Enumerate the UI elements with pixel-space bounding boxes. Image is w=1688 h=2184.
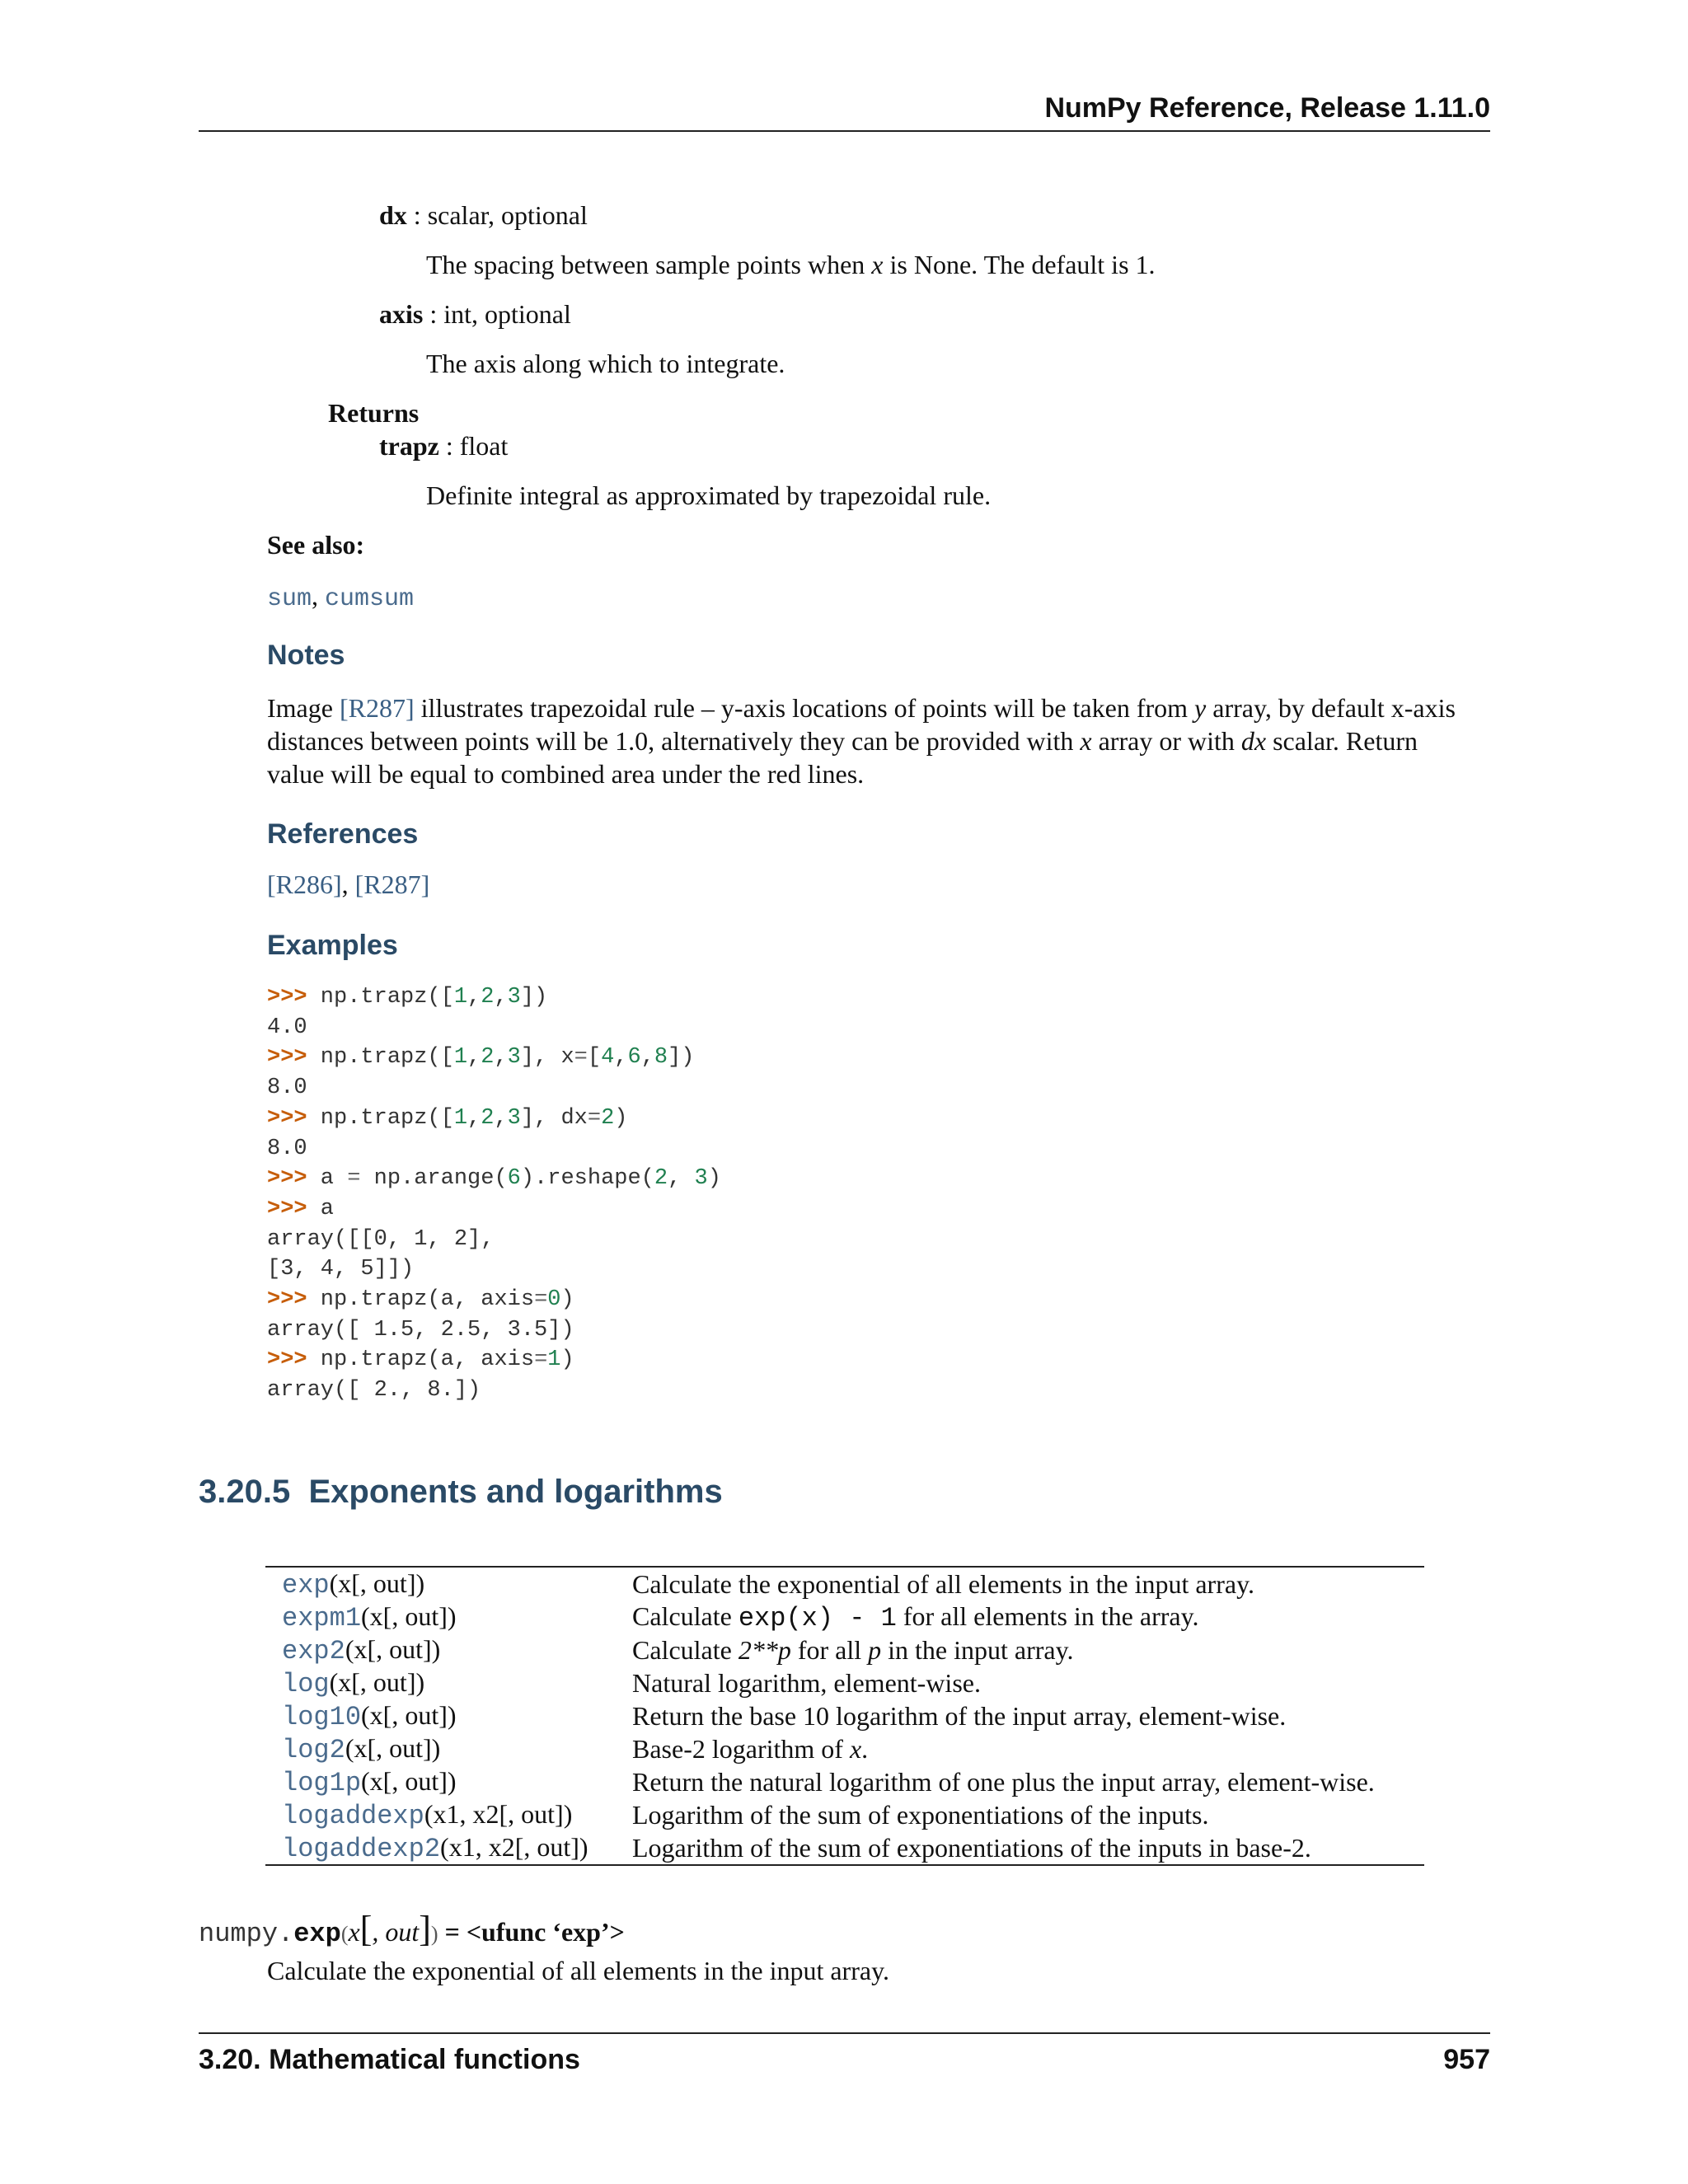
function-desc xyxy=(616,1732,1424,1765)
function-desc: Logarithm of the sum of exponentiations of the inputs in base-2. xyxy=(632,1832,1311,1863)
see-also-links xyxy=(267,581,414,613)
function-link-exp[interactable]: exp xyxy=(282,1569,330,1601)
reference-link-r287[interactable]: [R287] xyxy=(354,869,430,899)
desc-text: Calculate xyxy=(632,1634,738,1665)
signature-bracket: ] xyxy=(419,1909,431,1949)
footer-section: 3.20. Mathematical functions xyxy=(199,2044,580,2075)
desc-text: . xyxy=(861,1733,869,1764)
running-footer xyxy=(199,2032,1490,2076)
param-desc-var: x xyxy=(871,250,884,279)
desc-var: p xyxy=(868,1634,882,1665)
function-link-log[interactable]: log xyxy=(282,1668,330,1699)
code-line: array([ 1.5, 2.5, 3.5]) xyxy=(267,1317,574,1343)
table-row xyxy=(265,1798,1424,1831)
function-cell xyxy=(265,1666,616,1699)
table-row xyxy=(265,1633,1424,1666)
examples-heading: Examples xyxy=(267,930,398,961)
code-line: 8.0 xyxy=(267,1136,307,1161)
param-type: : scalar, optional xyxy=(406,200,588,230)
function-signature: (x[, out]) xyxy=(361,1699,457,1730)
param-dx xyxy=(379,200,588,231)
function-desc: Logarithm of the sum of exponentiations of the inputs. xyxy=(632,1799,1209,1830)
function-desc xyxy=(616,1601,1424,1633)
function-link-expm1[interactable]: expm1 xyxy=(282,1602,362,1633)
table-row xyxy=(265,1601,1424,1633)
param-type: : int, optional xyxy=(423,299,571,329)
function-signature: (x1, x2[, out]) xyxy=(440,1831,588,1862)
function-signature: (x[, out]) xyxy=(329,1568,425,1598)
code-line: >>> a = np.arange(6).reshape(2, 3) xyxy=(267,1166,721,1192)
function-cell xyxy=(265,1765,616,1798)
function-link-log2[interactable]: log2 xyxy=(282,1734,345,1765)
desc-text: for all elements in the array. xyxy=(896,1601,1199,1631)
section-heading xyxy=(199,1474,723,1511)
function-signature-line xyxy=(199,1909,625,1949)
table-row xyxy=(265,1699,1424,1732)
desc-code: exp(x) - 1 xyxy=(738,1602,897,1633)
signature-ufunc: = <ufunc ‘exp’> xyxy=(438,1917,625,1947)
signature-func: exp xyxy=(293,1919,341,1949)
notes-line-3: value will be equal to combined area under the red lines. xyxy=(267,759,865,789)
param-desc-text: is None. The default is 1. xyxy=(883,250,1156,279)
returns-label: Returns xyxy=(328,398,420,428)
param-desc-text: The spacing between sample points when xyxy=(426,250,872,279)
function-link-log10[interactable]: log10 xyxy=(282,1701,362,1732)
signature-module: numpy. xyxy=(199,1919,294,1949)
desc-var: 2**p xyxy=(738,1634,791,1665)
notes-ref-link[interactable]: [R287] xyxy=(339,693,415,723)
function-desc: Return the base 10 logarithm of the input array, element-wise. xyxy=(632,1700,1287,1731)
code-line: >>> a xyxy=(267,1196,335,1221)
function-cell xyxy=(265,1831,616,1865)
param-axis-desc: The axis along which to integrate. xyxy=(426,349,785,378)
param-dx-desc xyxy=(426,250,1156,280)
function-signature: (x[, out]) xyxy=(345,1732,441,1763)
function-link-log1p[interactable]: log1p xyxy=(282,1767,362,1798)
code-line: [3, 4, 5]]) xyxy=(267,1257,415,1282)
notes-text: illustrates trapezoidal rule – y-axis locations of points will be taken from xyxy=(414,693,1195,723)
notes-text: array or with xyxy=(1091,726,1241,756)
desc-text: in the input array. xyxy=(881,1634,1074,1665)
table-row xyxy=(265,1666,1424,1699)
code-line: 8.0 xyxy=(267,1076,307,1101)
code-line: >>> np.trapz([1,2,3], dx=2) xyxy=(267,1105,628,1131)
code-line: >>> np.trapz([1,2,3]) xyxy=(267,985,548,1010)
returns-type: : float xyxy=(438,431,509,461)
param-name: dx xyxy=(379,200,407,230)
table-row xyxy=(265,1567,1424,1601)
function-link-exp2[interactable]: exp2 xyxy=(282,1635,345,1666)
returns-desc: Definite integral as approximated by trapezoidal rule. xyxy=(426,480,992,510)
returns-item xyxy=(379,431,508,462)
desc-text: for all xyxy=(790,1634,869,1665)
notes-var: y xyxy=(1194,693,1207,723)
desc-var: x xyxy=(849,1733,862,1764)
function-desc: Return the natural logarithm of one plus the input array, element-wise. xyxy=(632,1766,1375,1797)
notes-line-1 xyxy=(267,693,1456,724)
separator: , xyxy=(312,581,326,611)
notes-var: x xyxy=(1080,726,1092,756)
function-signature: (x[, out]) xyxy=(329,1666,425,1697)
notes-text: scalar. Return xyxy=(1266,726,1418,756)
function-cell xyxy=(265,1699,616,1732)
code-line: >>> np.trapz(a, axis=1) xyxy=(267,1347,574,1373)
signature-opt: , out xyxy=(372,1917,420,1947)
code-line: array([[0, 1, 2], xyxy=(267,1226,495,1252)
desc-text: Calculate xyxy=(632,1601,738,1631)
notes-var: dx xyxy=(1240,726,1267,756)
header-title: NumPy Reference, Release 1.11.0 xyxy=(1044,92,1490,124)
notes-line-2 xyxy=(267,726,1418,757)
function-desc xyxy=(616,1633,1424,1666)
code-line: >>> np.trapz([1,2,3], x=[4,6,8]) xyxy=(267,1045,695,1071)
page-number: 957 xyxy=(1443,2044,1490,2075)
function-link-logaddexp[interactable]: logaddexp xyxy=(282,1800,424,1831)
function-desc: Calculate the exponential of all elements in the input array. xyxy=(632,1568,1254,1599)
function-desc: Natural logarithm, element-wise. xyxy=(632,1667,981,1698)
reference-link-r286[interactable]: [R286] xyxy=(267,869,342,899)
function-link-logaddexp2[interactable]: logaddexp2 xyxy=(282,1833,441,1864)
signature-bracket: [ xyxy=(359,1909,373,1949)
notes-text: distances between points will be 1.0, alternatively they can be provided with xyxy=(267,726,1081,756)
function-cell xyxy=(265,1732,616,1765)
notes-text: Image xyxy=(267,693,340,723)
signature-arg: x xyxy=(348,1917,360,1947)
table-row xyxy=(265,1732,1424,1765)
section-title: Exponents and logarithms xyxy=(308,1474,723,1510)
signature-paren: ( xyxy=(340,1922,349,1946)
references-list xyxy=(267,869,429,900)
section-number: 3.20.5 xyxy=(199,1474,291,1510)
function-signature: (x[, out]) xyxy=(361,1765,457,1796)
table-row xyxy=(265,1831,1424,1865)
notes-text: array, by default x-axis xyxy=(1206,693,1456,723)
code-line: array([ 2., 8.]) xyxy=(267,1378,481,1404)
param-axis xyxy=(379,299,571,330)
param-name: axis xyxy=(379,299,424,329)
code-line: >>> np.trapz(a, axis=0) xyxy=(267,1287,574,1313)
returns-name: trapz xyxy=(379,431,439,461)
code-example-block xyxy=(267,982,721,1406)
notes-heading: Notes xyxy=(267,640,345,671)
function-cell xyxy=(265,1633,616,1666)
signature-desc: Calculate the exponential of all elements in the input array. xyxy=(267,1956,889,1985)
function-signature: (x[, out]) xyxy=(361,1601,457,1631)
see-also-link-sum[interactable]: sum xyxy=(267,585,312,613)
function-cell xyxy=(265,1601,616,1633)
separator: , xyxy=(341,869,355,899)
desc-text: Base-2 logarithm of xyxy=(632,1733,850,1764)
function-signature: (x[, out]) xyxy=(345,1633,441,1664)
signature-paren: ) xyxy=(430,1922,438,1946)
table-row xyxy=(265,1765,1424,1798)
function-summary-table xyxy=(265,1566,1424,1866)
see-also-link-cumsum[interactable]: cumsum xyxy=(325,585,415,613)
function-signature: (x1, x2[, out]) xyxy=(424,1798,573,1829)
running-header xyxy=(199,92,1490,132)
function-cell xyxy=(265,1567,616,1601)
references-heading: References xyxy=(267,818,419,850)
code-line: 4.0 xyxy=(267,1015,307,1040)
see-also-label: See also: xyxy=(267,530,365,560)
function-cell xyxy=(265,1798,616,1831)
